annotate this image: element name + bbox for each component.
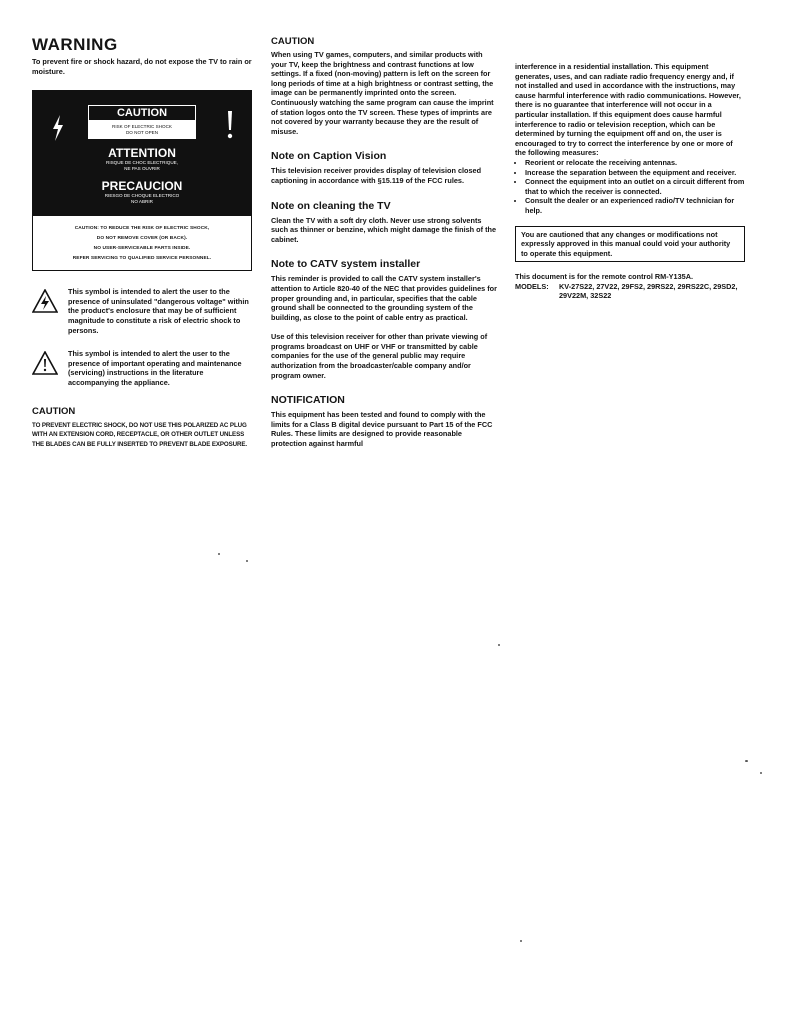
notification-text: This equipment has been tested and found to comply with the limits for a Class B digital device pursuant to Part 15 of the FCC Rules. These limits are designed to provide reasonable protection against harmful bbox=[271, 410, 493, 449]
label-line-3: NO USER-SERVICEABLE PARTS INSIDE. bbox=[93, 246, 191, 252]
modification-notice-text: You are cautioned that any changes or modifications not expressly approved in this manual could void your authority to operate this equipment. bbox=[521, 229, 731, 258]
list-item: • Increase the separation between the equipment and receiver. bbox=[525, 168, 745, 178]
caption-text: This television receiver provides display of television closed captioning in accordance with §15.119 of the FCC rules. bbox=[271, 166, 482, 185]
catv-section bbox=[271, 258, 497, 380]
caution-heading: CAUTION bbox=[88, 105, 196, 121]
symbol-row-instructions bbox=[32, 349, 254, 387]
measures-list bbox=[515, 158, 745, 216]
models-row bbox=[515, 282, 745, 301]
middle-column bbox=[271, 36, 497, 449]
plug-caution-title: CAUTION bbox=[32, 405, 76, 417]
warning-text: To prevent fire or shock hazard, do not expose the TV to rain or moisture. bbox=[32, 57, 252, 76]
scan-speck bbox=[218, 553, 220, 555]
cleaning-section bbox=[271, 200, 497, 245]
scan-speck bbox=[498, 644, 500, 646]
catv-title: Note to CATV system installer bbox=[271, 258, 421, 271]
cleaning-text: Clean the TV with a soft dry cloth. Never use strong solvents such as thinner or benzine, which might damage the finish of the cabinet. bbox=[271, 215, 497, 244]
lightning-triangle-icon bbox=[32, 287, 62, 335]
precaucion-heading: PRECAUCION bbox=[101, 179, 183, 194]
catv-text-2: Use of this television receiver for other than private viewing of programs broadcast on UHF or VHF or transmitted by cable companies for the use of the general public may require authorization from the broadcaster/cable company and/or program owner. bbox=[271, 332, 488, 380]
lightning-bolt-icon bbox=[51, 115, 65, 146]
exclamation-icon bbox=[225, 111, 235, 145]
symbol-instructions-text: This symbol is intended to alert the user to the presence of important operating and maintenance (servicing) instructions in the literature accompanying the appliance. bbox=[68, 349, 242, 387]
label-line-1: CAUTION: TO REDUCE THE RISK OF ELECTRIC SHOCK, bbox=[74, 226, 210, 232]
caution-subline-1: RISK OF ELECTRIC SHOCK bbox=[112, 124, 172, 130]
label-line-4: REFER SERVICING TO QUALIFIED SERVICE PERSONNEL. bbox=[72, 256, 212, 262]
attention-subline-1: RISQUE DE CHOC ELECTRIQUE, bbox=[106, 160, 178, 166]
cleaning-title: Note on cleaning the TV bbox=[271, 199, 391, 212]
notification-title: NOTIFICATION bbox=[271, 394, 345, 407]
scan-speck bbox=[745, 760, 748, 762]
list-item: • Consult the dealer or an experienced radio/TV technician for help. bbox=[525, 196, 745, 215]
caption-section bbox=[271, 150, 497, 185]
interference-text: interference in a residential installation. This equipment generates, uses, and can radiate radio frequency energy and, if not installed and used in accordance with the instructions, may cause harmful interference with radio communications. However, there is no guarantee that interference will not occur in a particular installation. If this equipment does cause harmful interference to radio or television reception, which can be determined by turning the equipment off and on, the user is encouraged to try to correct the interference by one or more of the following measures: bbox=[515, 62, 741, 158]
caution-label bbox=[32, 90, 252, 271]
models-value: KV-27S22, 27V22, 29FS2, 29RS22, 29RS22C, 29SD2, 29V22M, 32S22 bbox=[559, 281, 738, 301]
list-item: • Connect the equipment into an outlet on a circuit different from that to which the receiver is connected. bbox=[525, 177, 745, 196]
precaucion-subline-2: NO ABRIR bbox=[131, 199, 153, 205]
modification-notice-box bbox=[515, 226, 745, 263]
scan-speck bbox=[520, 940, 522, 942]
plug-caution-text: TO PREVENT ELECTRIC SHOCK, DO NOT USE THIS POLARIZED AC PLUG WITH AN EXTENSION CORD, RECEPTACLE, OR OTHER OUTLET UNLESS THE BLADES CAN BE FULLY INSERTED TO PREVENT BLADE EXPOSURE. bbox=[32, 421, 248, 448]
label-line-2: DO NOT REMOVE COVER (OR BACK). bbox=[96, 236, 188, 242]
caution-label-top bbox=[33, 91, 251, 215]
models-label: MODELS: bbox=[515, 281, 549, 291]
left-column bbox=[32, 36, 254, 449]
caution-inner-box bbox=[88, 105, 196, 139]
caution-subline-2: DO NOT OPEN bbox=[125, 130, 159, 136]
brightness-caution-text: When using TV games, computers, and similar products with your TV, keep the brightness and contrast functions at low settings. If a fixed (non-moving) pattern is left on the screen for long periods of time at a high brightness or contrast setting, the image can be permanently imprinted onto the screen. Continuously watching the same program can cause the imprint of station logos onto the TV screen. These types of imprints are not covered by your warranty because they are the result of misuse. bbox=[271, 50, 494, 136]
attention-subline-2: NE PAS OUVRIR bbox=[124, 166, 160, 172]
notification-section bbox=[271, 394, 497, 448]
symbol-row-voltage bbox=[32, 287, 254, 335]
right-column bbox=[515, 62, 745, 301]
scan-speck bbox=[246, 560, 248, 562]
exclamation-triangle-icon bbox=[32, 349, 62, 387]
caption-title: Note on Caption Vision bbox=[271, 150, 387, 163]
warning-title: WARNING bbox=[32, 35, 118, 54]
list-item: • Reorient or relocate the receiving antennas. bbox=[525, 158, 745, 168]
caution-label-bottom bbox=[33, 215, 251, 270]
remote-control-text: This document is for the remote control RM-Y135A. bbox=[515, 272, 693, 282]
attention-heading: ATTENTION bbox=[108, 146, 176, 161]
scan-speck bbox=[760, 772, 762, 774]
brightness-caution-title: CAUTION bbox=[271, 36, 315, 47]
symbol-voltage-text: This symbol is intended to alert the user to the presence of uninsulated "dangerous voltage" within the product's enclosure that may be of sufficient magnitude to constitute a risk of electric shock to persons. bbox=[68, 287, 249, 335]
precaucion-subline-1: RIESGO DE CHOQUE ELECTRICO bbox=[104, 193, 180, 199]
catv-text-1: This reminder is provided to call the CATV system installer's attention to Article 820-40 of the NEC that provides guidelines for proper grounding and, in particular, specifies that the cable ground shall be connected to the grounding system of the building, as close to the point of cable entry as practical. bbox=[271, 274, 497, 322]
